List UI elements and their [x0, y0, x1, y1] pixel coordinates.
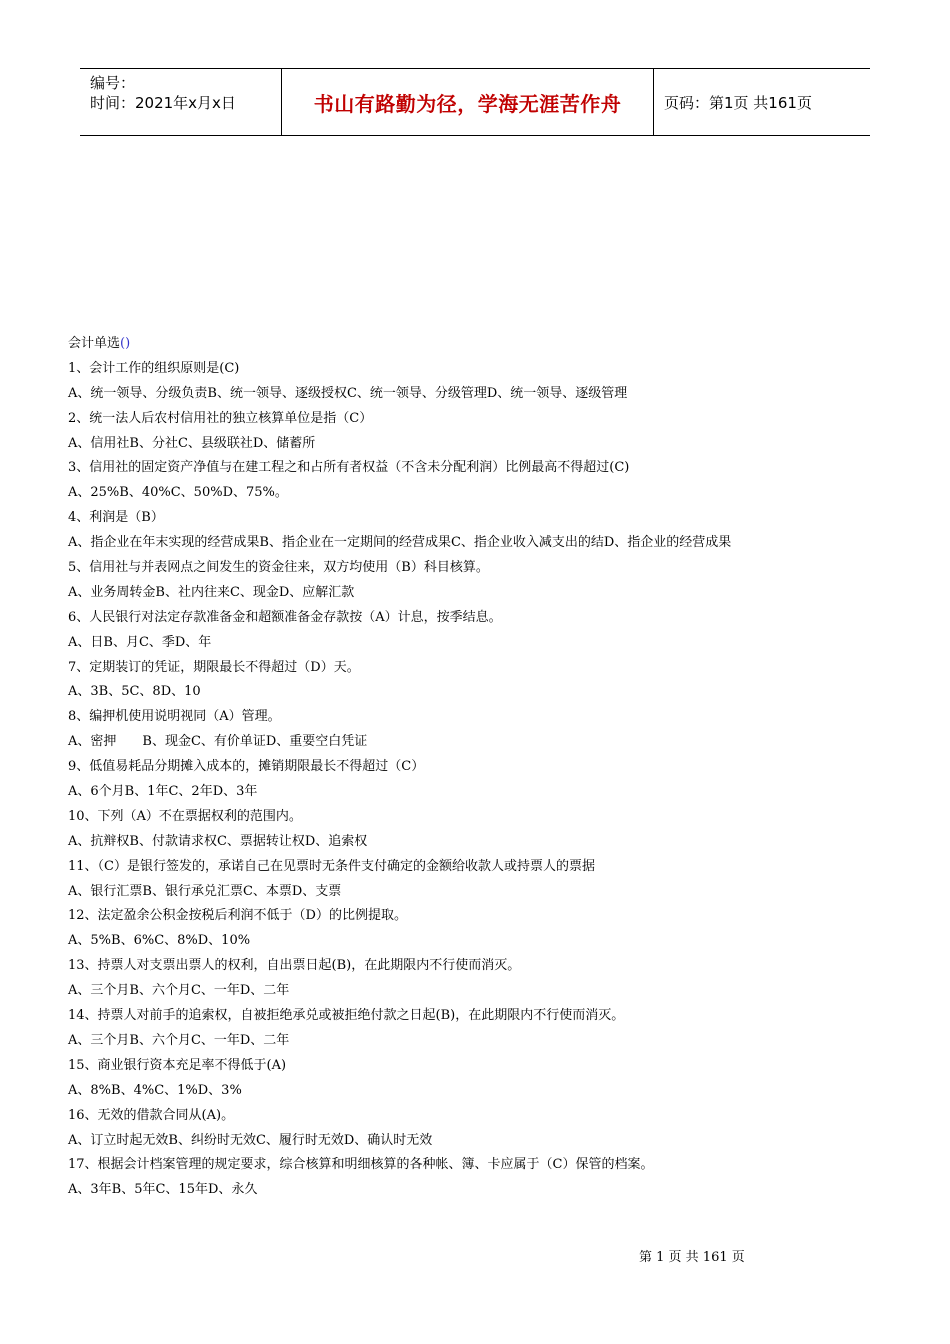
question-list [68, 332, 888, 1203]
question-line: A、5%B、6%C、8%D、10% [68, 933, 251, 949]
question-line: 1、会计工作的组织原则是(C) [68, 360, 240, 376]
page-info: 页码：第1页 共161页 [664, 93, 812, 112]
motto: 书山有路勤为径，学海无涯苦作舟 [282, 69, 654, 135]
question-line: 7、定期装订的凭证，期限最长不得超过（D）天。 [68, 659, 360, 675]
question-line: 11、（C）是银行签发的，承诺自己在见票时无条件支付确定的金额给收款人或持票人的票据 [68, 858, 595, 874]
title-link[interactable]: () [120, 336, 131, 351]
question-line: A、信用社B、分社C、县级联社D、储蓄所 [68, 435, 316, 451]
question-line: 12、法定盈余公积金按税后利润不低于（D）的比例提取。 [68, 908, 407, 924]
question-line: 13、持票人对支票出票人的权利，自出票日起(B)，在此期限内不行使而消灭。 [68, 958, 521, 974]
number-label: 编号： [90, 74, 136, 92]
question-line: A、8%B、4%C、1%D、3% [68, 1082, 242, 1098]
question-line: 4、利润是（B） [68, 510, 164, 526]
question-line: 6、人民银行对法定存款准备金和超额准备金存款按（A）计息，按季结息。 [68, 609, 502, 625]
question-line: A、日B、月C、季D、年 [68, 634, 212, 650]
question-line: 5、信用社与并表网点之间发生的资金往来，双方均使用（B）科目核算。 [68, 560, 489, 576]
question-line: 9、低值易耗品分期摊入成本的，摊销期限最长不得超过（C） [68, 759, 425, 775]
question-line: 3、信用社的固定资产净值与在建工程之和占所有者权益（不含未分配利润）比例最高不得超过(C) [68, 460, 630, 476]
question-line: A、订立时起无效B、纠纷时无效C、履行时无效D、确认时无效 [68, 1132, 433, 1148]
question-line: 8、编押机使用说明视同（A）管理。 [68, 709, 281, 725]
question-line: A、业务周转金B、社内往来C、现金D、应解汇款 [68, 584, 355, 600]
question-line: A、抗辩权B、付款请求权C、票据转让权D、追索权 [68, 833, 368, 849]
question-line: 10、下列（A）不在票据权利的范围内。 [68, 808, 302, 824]
header-left-cell [80, 69, 282, 135]
question-line: A、指企业在年末实现的经营成果B、指企业在一定期间的经营成果C、指企业收入减支出的结D、指企业的经营成果 [68, 535, 732, 551]
page-footer: 第 1 页 共 161 页 [639, 1250, 745, 1265]
question-line: A、密押 B、现金C、有价单证D、重要空白凭证 [68, 734, 368, 750]
question-line: A、25%B、40%C、50%D、75%。 [68, 485, 288, 501]
question-line: A、银行汇票B、银行承兑汇票C、本票D、支票 [68, 883, 342, 899]
question-line: A、3年B、5年C、15年D、永久 [68, 1182, 258, 1198]
page-header [80, 68, 870, 136]
question-line: A、3B、5C、8D、10 [68, 684, 201, 700]
question-line: A、三个月B、六个月C、一年D、二年 [68, 1032, 290, 1048]
question-line: 2、统一法人后农村信用社的独立核算单位是指（C） [68, 410, 373, 426]
question-line: 17、根据会计档案管理的规定要求，综合核算和明细核算的各种帐、簿、卡应属于（C）保管的档案。 [68, 1157, 654, 1173]
question-line: 15、商业银行资本充足率不得低于(A) [68, 1057, 287, 1073]
question-line: 16、无效的借款合同从(A)。 [68, 1107, 235, 1123]
document-title [68, 332, 888, 357]
question-line: A、统一领导、分级负责B、统一领导、逐级授权C、统一领导、分级管理D、统一领导、逐级管理 [68, 385, 628, 401]
title-text: 会计单选 [68, 336, 121, 351]
question-line: A、三个月B、六个月C、一年D、二年 [68, 983, 290, 999]
time-label: 时间：2021年x月x日 [90, 94, 236, 112]
question-line: A、6个月B、1年C、2年D、3年 [68, 784, 258, 800]
question-line: 14、持票人对前手的追索权，自被拒绝承兑或被拒绝付款之日起(B)，在此期限内不行使而消灭。 [68, 1008, 625, 1024]
